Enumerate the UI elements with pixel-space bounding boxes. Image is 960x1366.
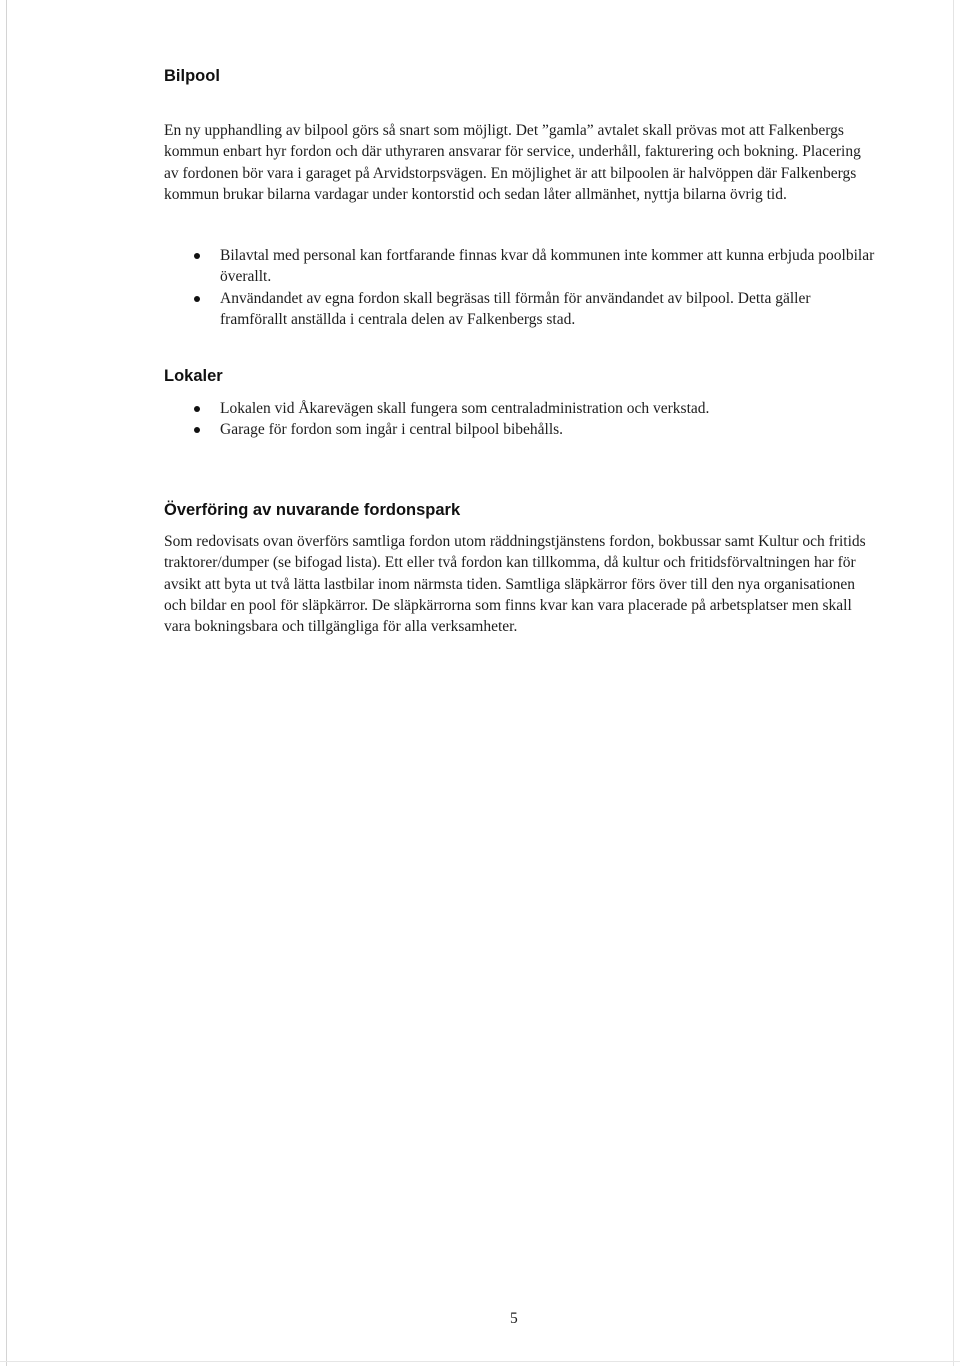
paragraph-bilpool: En ny upphandling av bilpool görs så snart som möjligt. Det ”gamla” avtalet skall prövas mot att Falkenbergs kommun enbart hyr fordon och där uthyraren ansvarar för service, underhåll, fakturering och bokning. Placering av fordonen bör vara i garaget på Arvidstorpsvägen. En möjlighet är att bilpoolen är halvöppen där Falkenbergs kommun brukar bilarna vardagar under kontorstid och sedan låter allmänhet, nyttja bilarna övrig tid. <box>164 122 861 203</box>
list-item-text: Bilavtal med personal kan fortfarande finnas kvar då kommunen inte kommer att kunna erbjuda poolbilar överallt. <box>220 247 875 286</box>
list-item <box>164 419 876 440</box>
heading-lokaler: Lokaler <box>164 367 223 385</box>
bullet-icon <box>194 253 200 259</box>
scan-edge-bottom <box>0 1361 960 1362</box>
bullet-icon <box>194 427 200 433</box>
paragraph-overforing: Som redovisats ovan överförs samtliga fordon utom räddningstjänstens fordon, bokbussar samt Kultur och fritids traktorer/dumper (se bifogad lista). Ett eller två fordon kan tillkomma, då kultur och fritidsförvaltningen har för avsikt att byta ut två lätta lastbilar inom närmsta tiden. Samtliga släpkärror förs över till den nya organisationen och bildar en pool för släpkärror. De släpkärrorna som finns kvar kan vara placerade på arbetsplatser men skall vara bokningsbara och tillgängliga för alla verksamheter. <box>164 533 866 636</box>
list-item <box>164 245 876 288</box>
scan-edge-right <box>953 0 954 1366</box>
bullet-list-bilpool <box>164 245 876 330</box>
page-number: 5 <box>510 1310 518 1327</box>
list-item-text: Användandet av egna fordon skall begräsas till förmån för användandet av bilpool. Detta gäller framförallt anställda i centrala delen av Falkenbergs stad. <box>220 289 811 328</box>
bullet-icon <box>194 296 200 302</box>
list-item <box>164 288 876 331</box>
list-item <box>164 398 876 419</box>
bullet-list-lokaler <box>164 398 876 441</box>
list-item-text: Garage för fordon som ingår i central bilpool bibehålls. <box>220 421 564 439</box>
heading-bilpool: Bilpool <box>164 67 220 85</box>
scan-edge-left <box>6 0 7 1366</box>
heading-overforing: Överföring av nuvarande fordonspark <box>164 501 461 519</box>
bullet-icon <box>194 406 200 412</box>
list-item-text: Lokalen vid Åkarevägen skall fungera som centraladministration och verkstad. <box>220 400 710 417</box>
